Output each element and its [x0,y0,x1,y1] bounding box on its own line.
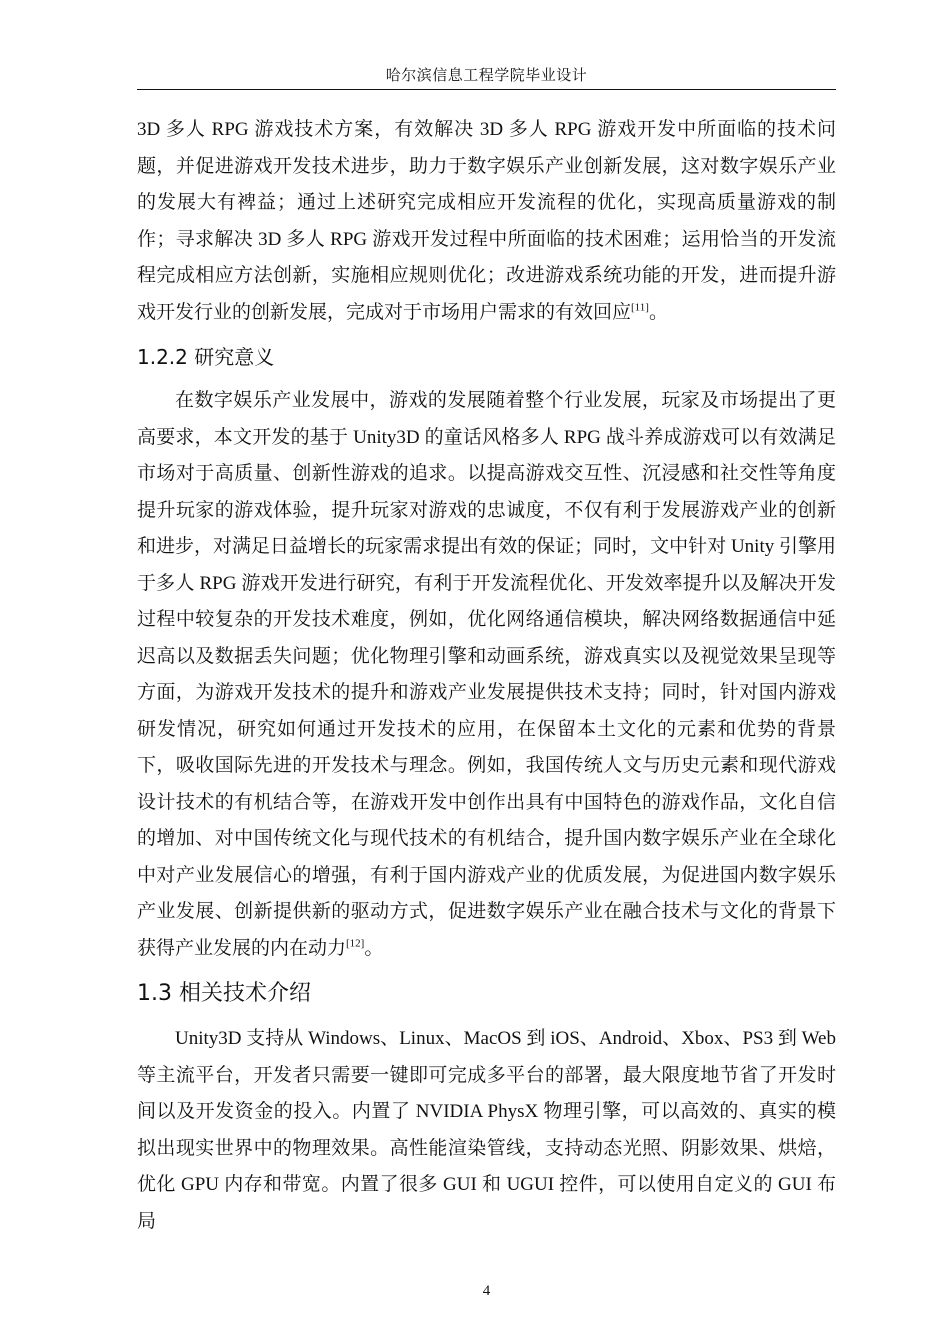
running-header: 哈尔滨信息工程学院毕业设计 [385,68,588,84]
paragraph-text: 3D 多人 RPG 游戏技术方案，有效解决 3D 多人 RPG 游戏开发中所面临的技术问题，并促进游戏开发技术进步，助力于数字娱乐产业创新发展，这对数字娱乐产业的发展大有裨益；通过上述研究完成相应开发流程的优化，实现高质量游戏的制作；寻求解决 3D 多人 RPG 游戏开发过程中所面临的技术困难；运用恰当的开发流程完成相应方法创新，实施相应规则优化；改进游戏系统功能的开发，进而提升游戏开发行业的创新发展，完成对于市场用户需求的有效回应 [137,119,836,323]
paragraph-end: 。 [648,301,668,323]
header-rule [137,89,836,90]
continued-paragraph [137,112,836,331]
page-body [137,112,836,1240]
section-heading-1-3: 1.3 相关技术介绍 [137,981,311,1006]
research-significance-paragraph [137,383,836,967]
citation: [11] [631,301,649,314]
paragraph-end: 。 [364,937,384,959]
page-number: 4 [482,1283,491,1299]
section-heading-1-2-2: 1.2.2 研究意义 [137,345,275,369]
paragraph-text: 在数字娱乐产业发展中，游戏的发展随着整个行业发展，玩家及市场提出了更高要求，本文开发的基于 Unity3D 的童话风格多人 RPG 战斗养成游戏可以有效满足市场对于高质量、创新性游戏的追求。以提高游戏交互性、沉浸感和社交性等角度提升玩家的游戏体验，提升玩家对游戏的忠诚度，不仅有利于发展游戏产业的创新和进步，对满足日益增长的玩家需求提出有效的保证；同时，文中针对 Unity 引擎用于多人 RPG 游戏开发进行研究，有利于开发流程优化、开发效率提升以及解决开发过程中较复杂的开发技术难度，例如，优化网络通信模块，解决网络数据通信中延迟高以及数据丢失问题；优化物理引擎和动画系统，游戏真实以及视觉效果呈现等方面，为游戏开发技术的提升和游戏产业发展提供技术支持；同时，针对国内游戏研发情况，研究如何通过开发技术的应用，在保留本土文化的元素和优势的背景下，吸收国际先进的开发技术与理念。例如，我国传统人文与历史元素和现代游戏设计技术的有机结合等，在游戏开发中创作出具有中国特色的游戏作品，文化自信的增加、对中国传统文化与现代技术的有机结合，提升国内数字娱乐产业在全球化中对产业发展信心的增强，有利于国内游戏产业的优质发展，为促进国内数字娱乐产业发展、创新提供新的驱动方式，促进数字娱乐产业在融合技术与文化的背景下获得产业发展的内在动力 [137,390,836,959]
paragraph-text: Unity3D 支持从 Windows、Linux、MacOS 到 iOS、Android、Xbox、PS3 到 Web 等主流平台，开发者只需要一键即可完成多平台的部署，最大限度地节省了开发时间以及开发资金的投入。内置了 NVIDIA PhysX 物理引擎，可以高效的、真实的模拟出现实世界中的物理效果。高性能渲染管线，支持动态光照、阴影效果、烘焙，优化 GPU 内存和带宽。内置了很多 GUI 和 UGUI 控件，可以使用自定义的 GUI 布局 [137,1028,836,1232]
related-tech-paragraph [137,1021,836,1240]
citation: [12] [346,937,365,950]
